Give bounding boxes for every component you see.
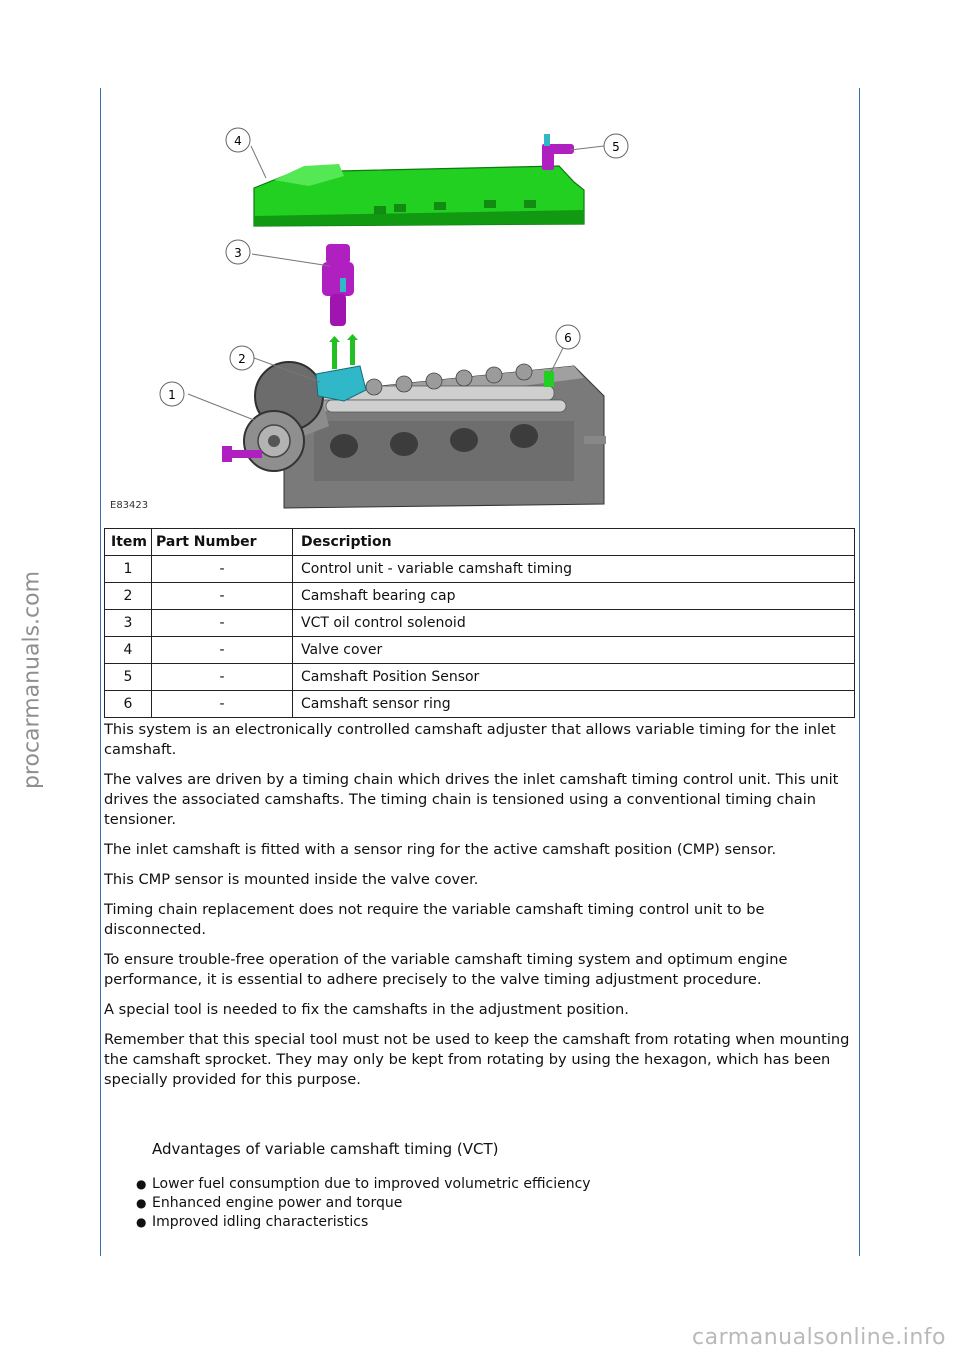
header-item: Item — [105, 529, 152, 556]
parts-table — [104, 528, 855, 718]
row-description: Camshaft sensor ring — [293, 691, 855, 718]
paragraph: Timing chain replacement does not require the variable camshaft timing control unit to be disconnected. — [104, 901, 765, 938]
row-description: Camshaft bearing cap — [293, 583, 855, 610]
footer-watermark: carmanualsonline.info — [692, 1325, 946, 1350]
table-row — [105, 637, 855, 664]
vct-oil-solenoid — [322, 244, 354, 326]
svg-text:6: 6 — [564, 331, 572, 345]
callout-3 — [226, 240, 250, 264]
advantages-list — [136, 1175, 591, 1232]
row-item: 1 — [105, 556, 152, 583]
left-margin-rule — [100, 88, 101, 1256]
paragraph: To ensure trouble-free operation of the variable camshaft timing system and optimum engine performance, it is essential to adhere precisely to the valve timing adjustment procedure. — [104, 951, 788, 988]
callout-1 — [160, 382, 184, 406]
list-item — [136, 1194, 591, 1213]
bullet-icon: ● — [136, 1196, 147, 1210]
row-part-number: - — [152, 691, 293, 718]
table-row — [105, 664, 855, 691]
paragraph: The inlet camshaft is fitted with a sensor ring for the active camshaft position (CMP) sensor. — [104, 841, 777, 858]
list-item — [136, 1213, 591, 1232]
svg-text:3: 3 — [234, 246, 242, 260]
table-row — [105, 556, 855, 583]
row-part-number: - — [152, 583, 293, 610]
table-row — [105, 610, 855, 637]
svg-text:1: 1 — [168, 388, 176, 402]
row-part-number: - — [152, 664, 293, 691]
description-text — [104, 720, 856, 1100]
list-item-text: Improved idling characteristics — [152, 1214, 369, 1230]
row-item: 5 — [105, 664, 152, 691]
engine-illustration — [104, 96, 804, 516]
side-watermark — [2, 560, 62, 800]
row-item: 3 — [105, 610, 152, 637]
row-item: 6 — [105, 691, 152, 718]
engine-drawing — [104, 96, 804, 516]
row-description: Valve cover — [293, 637, 855, 664]
paragraph: This CMP sensor is mounted inside the valve cover. — [104, 871, 479, 888]
row-part-number: - — [152, 556, 293, 583]
svg-text:2: 2 — [238, 352, 246, 366]
svg-text:4: 4 — [234, 134, 242, 148]
table-header-row — [105, 529, 855, 556]
list-item — [136, 1175, 591, 1194]
row-item: 2 — [105, 583, 152, 610]
callout-6 — [556, 325, 580, 349]
bullet-icon: ● — [136, 1177, 147, 1191]
figure-code: E83423 — [110, 500, 149, 511]
callout-2 — [230, 346, 254, 370]
header-description: Description — [293, 529, 855, 556]
list-item-text: Lower fuel consumption due to improved volumetric efficiency — [152, 1176, 591, 1192]
callout-5 — [604, 134, 628, 158]
paragraph: This system is an electronically controlled camshaft adjuster that allows variable timing for the inlet camshaft. — [104, 721, 836, 758]
table-row — [105, 691, 855, 718]
side-watermark-text: procarmanuals.com — [19, 570, 45, 790]
paragraph: The valves are driven by a timing chain which drives the inlet camshaft timing control unit. This unit drives the associated camshafts. The timing chain is tensioned using a conventional timing chain tensioner. — [104, 771, 839, 828]
paragraph: A special tool is needed to fix the camshafts in the adjustment position. — [104, 1001, 629, 1018]
row-item: 4 — [105, 637, 152, 664]
camshaft-position-sensor — [542, 134, 574, 170]
right-margin-rule — [859, 88, 860, 1256]
header-part-number: Part Number — [152, 529, 293, 556]
callout-4 — [226, 128, 250, 152]
list-item-text: Enhanced engine power and torque — [152, 1195, 403, 1211]
row-description: VCT oil control solenoid — [293, 610, 855, 637]
svg-text:5: 5 — [612, 140, 620, 154]
table-row — [105, 583, 855, 610]
bullet-icon: ● — [136, 1215, 147, 1229]
advantages-heading: Advantages of variable camshaft timing (VCT) — [152, 1140, 499, 1158]
row-description: Camshaft Position Sensor — [293, 664, 855, 691]
valve-cover — [254, 164, 584, 226]
row-part-number: - — [152, 610, 293, 637]
camshaft-sensor-ring — [544, 371, 554, 387]
row-part-number: - — [152, 637, 293, 664]
camshaft-bearing-cap — [316, 334, 366, 401]
row-description: Control unit - variable camshaft timing — [293, 556, 855, 583]
paragraph: Remember that this special tool must not be used to keep the camshaft from rotating when mounting the camshaft sprocket. They may only be kept from rotating by using the hexagon, which has been specially provided for this purpose. — [104, 1031, 850, 1088]
